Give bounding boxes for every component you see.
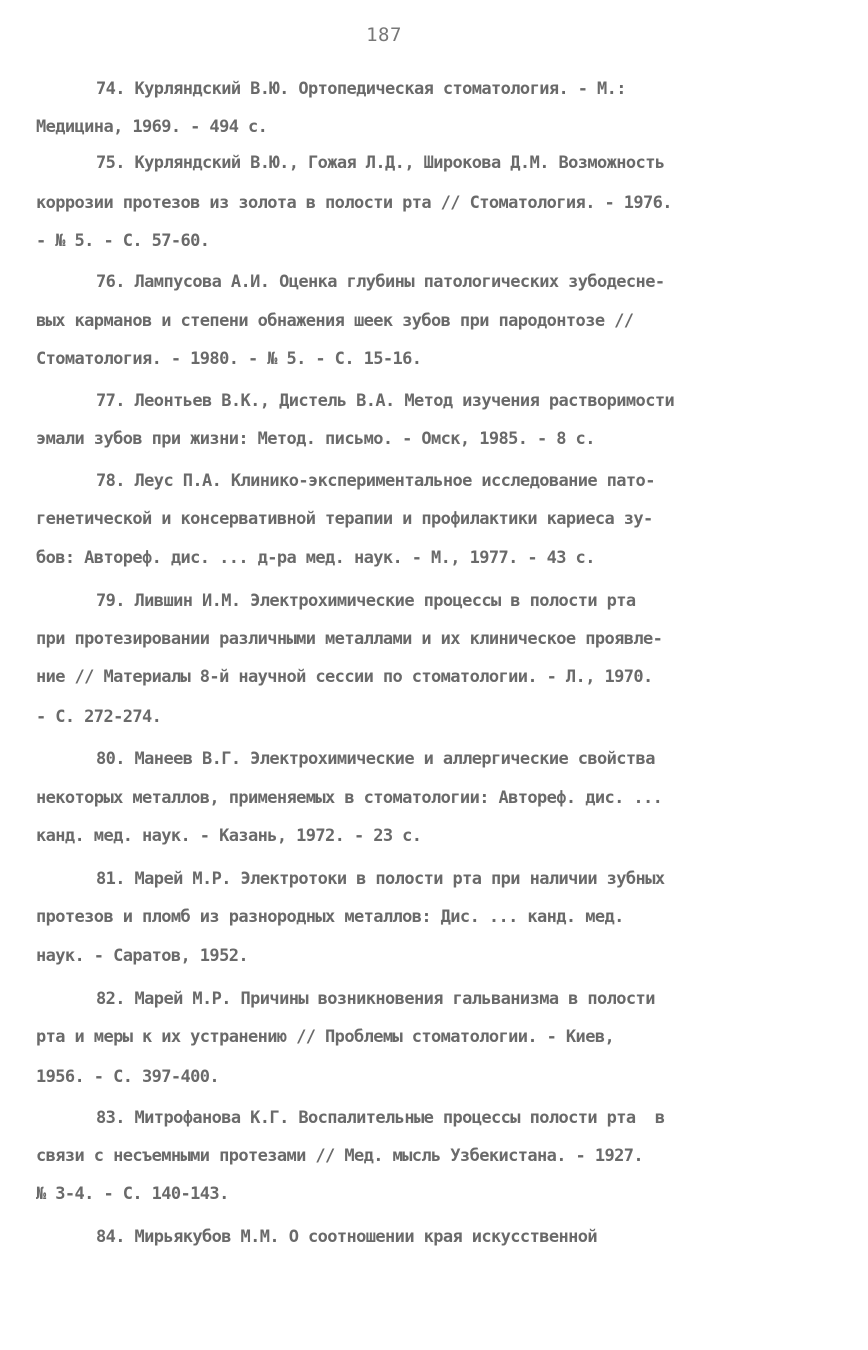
reference-83-line-2: связи с несъемными протезами // Мед. мысль Узбекистана. - 1927. — [36, 1146, 643, 1166]
reference-76-line-1: 76. Лампусова А.И. Оценка глубины патологических зубодесне- — [96, 272, 665, 292]
reference-79-line-1: 79. Лившин И.М. Электрохимические процессы в полости рта — [96, 591, 636, 611]
reference-76-line-3: Стоматология. - 1980. - № 5. - С. 15-16. — [36, 349, 422, 369]
reference-75-line-2: коррозии протезов из золота в полости рта // Стоматология. - 1976. — [36, 193, 672, 213]
reference-78-line-1: 78. Леус П.А. Клинико-экспериментальное исследование пато- — [96, 471, 655, 491]
reference-81-line-1: 81. Марей М.Р. Электротоки в полости рта при наличии зубных — [96, 869, 665, 889]
reference-79-line-2: при протезировании различными металлами и их клиническое проявле- — [36, 629, 663, 649]
reference-80-line-2: некоторых металлов, применяемых в стоматологии: Автореф. дис. ... — [36, 788, 663, 808]
reference-77-line-2: эмали зубов при жизни: Метод. письмо. - Омск, 1985. - 8 с. — [36, 429, 595, 449]
reference-82-line-3: 1956. - С. 397-400. — [36, 1067, 220, 1087]
reference-84-line-1: 84. Мирьякубов М.М. О соотношении края искусственной — [96, 1227, 598, 1247]
reference-82-line-2: рта и меры к их устранению // Проблемы стоматологии. - Киев, — [36, 1027, 615, 1047]
reference-80-line-3: канд. мед. наук. - Казань, 1972. - 23 с. — [36, 826, 422, 846]
reference-81-line-2: протезов и пломб из разнородных металлов: Дис. ... канд. мед. — [36, 907, 624, 927]
page-number: 187 — [366, 24, 402, 46]
reference-77-line-1: 77. Леонтьев В.К., Дистель В.А. Метод изучения растворимости — [96, 391, 675, 411]
reference-83-line-3: № 3-4. - С. 140-143. — [36, 1184, 229, 1204]
reference-79-line-3: ние // Материалы 8-й научной сессии по стоматологии. - Л., 1970. — [36, 667, 653, 687]
reference-75-line-3: - № 5. - С. 57-60. — [36, 231, 210, 251]
reference-82-line-1: 82. Марей М.Р. Причины возникновения гальванизма в полости — [96, 989, 655, 1009]
reference-83-line-1: 83. Митрофанова К.Г. Воспалительные процессы полости рта в — [96, 1108, 665, 1128]
reference-74-line-2: Медицина, 1969. - 494 с. — [36, 117, 268, 137]
reference-79-line-4: - С. 272-274. — [36, 707, 162, 727]
reference-78-line-3: бов: Автореф. дис. ... д-ра мед. наук. - М., 1977. - 43 с. — [36, 548, 595, 568]
reference-78-line-2: генетической и консервативной терапии и профилактики кариеса зу- — [36, 509, 653, 529]
reference-76-line-2: вых карманов и степени обнажения шеек зубов при пародонтозе // — [36, 311, 634, 331]
reference-81-line-3: наук. - Саратов, 1952. — [36, 946, 248, 966]
reference-75-line-1: 75. Курляндский В.Ю., Гожая Л.Д., Широкова Д.М. Возможность — [96, 153, 665, 173]
reference-74-line-1: 74. Курляндский В.Ю. Ортопедическая стоматология. - М.: — [96, 79, 626, 99]
reference-80-line-1: 80. Манеев В.Г. Электрохимические и аллергические свойства — [96, 749, 655, 769]
